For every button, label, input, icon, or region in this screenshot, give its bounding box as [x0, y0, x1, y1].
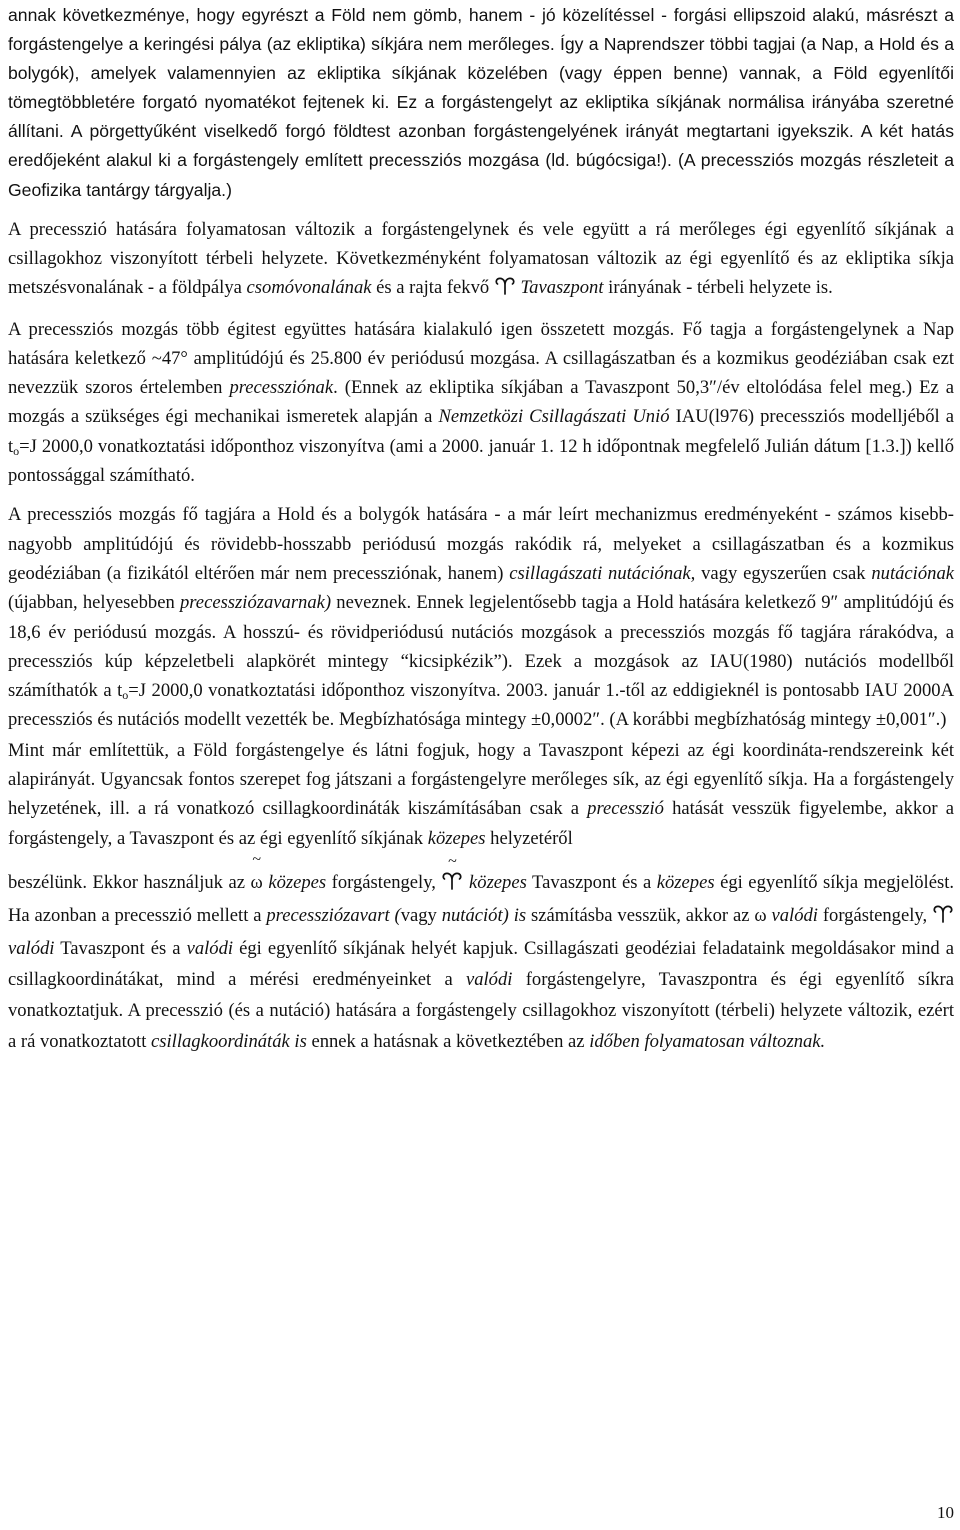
term-true: valódi — [8, 937, 55, 959]
text-run: annak következménye, hogy egyrészt a Föld nem gömb, hanem - jó közelítéssel - forgási ellipszoid alakú, másrészt a forgástengelye a keringési pálya (az ekliptika) síkjára nem merőleges. Így a Naprendszer többi tagjai (a Nap, a Hold és a bolygók), amelyek valamennyien az ekliptika síkjának közelében (vagy éppen benne) vannak, a Föld egyenlítői tömegtöbbletére forgató nyomatékot fejtenek ki. Ez a forgástengelyt az ekliptika síkjának normálisa irányába szeretné állítani. A pörgettyűként viselkedő forgó földtest azonban forgástengelyének irányát megtartani igyekszik. A két hatás eredőjeként alakul ki a forgástengely említett precessziós mozgása (ld. búgócsiga!). (A precessziós mozgás részleteit a Geofizika tantárgy tárgyalja.) — [8, 5, 954, 200]
paragraph-nutation — [8, 500, 954, 734]
paragraph-precession-motion — [8, 315, 954, 491]
term-iau: Nemzetközi Csillagászati Unió — [438, 406, 670, 428]
text-run: beszélünk. Ekkor használjuk az — [8, 871, 251, 893]
term-vernal-equinox: Tavaszpont — [520, 277, 604, 299]
subscript: o — [13, 443, 20, 458]
term-star-coordinates: csillagkoordináták is — [151, 1030, 307, 1052]
paragraph-reference-directions — [8, 736, 954, 853]
text-run: Tavaszpont és a — [54, 937, 187, 959]
text-run: számításba vesszük, akkor az — [526, 904, 755, 926]
term-nutation: nutációt) is — [441, 904, 527, 926]
paragraph-precession-effect — [8, 215, 954, 305]
aries-vernal-equinox-icon — [441, 865, 463, 900]
term-true: valódi — [465, 968, 513, 990]
text-run: Tavaszpont és a — [526, 871, 657, 893]
paragraph-mean-true — [8, 863, 954, 1057]
term-change-over-time: időben folyamatosan változnak. — [589, 1030, 826, 1052]
text-run: helyzetéről — [485, 827, 573, 849]
term-node-line: csomóvonalának — [246, 277, 372, 299]
text-run: =J 2000,0 vonatkoztatási időponthoz viszonyítva (ami a 2000. január 1. 12 h időpontnak megfelelő Julián dátum [1.3.]) kellő pontossággal számítható. — [8, 435, 954, 487]
term-true: valódi — [186, 937, 234, 959]
text-run: . (Ennek az ekliptika síkjában a Tavaszpont 50,3″/év eltolódása felel meg.) Ez a mozgás a szükséges égi mechanikai ismeretek alapján a — [8, 377, 954, 428]
text-run: (újabban, helyesebben — [8, 592, 180, 614]
term-mean: közepes — [427, 827, 486, 849]
term-true: valódi — [771, 904, 818, 926]
subscript: o — [122, 688, 129, 703]
text-run: A precessziós mozgás fő tagjára a Hold és a bolygók hatására - a már leírt mechanizmus eredményeként - számos kisebb-nagyobb amplitúdójú és rövidebb-hosszabb periódusú mozgás rakódik rá, melyeket a csillagászatban és a kozmikus geodéziában (a fizikától eltérően már nem precessziónak, hanem) — [8, 504, 954, 584]
text-run: égi egyenlítő síkjának helyét kapjuk. Csillagászati geodéziai feladataink megoldásakor mind a csillagkoordinátákat, mind a mérési eredményeinket a — [8, 937, 954, 990]
aries-vernal-equinox-icon — [932, 902, 954, 933]
term-mean: közepes — [268, 871, 327, 893]
term-astronomical-nutation: csillagászati nutációnak, — [509, 562, 696, 584]
text-run: A precessziós mozgás több égitest együttes hatására kialakuló igen összetett mozgás. Fő tagja a forgástengelynek a Nap hatására keletkező ~47° amplitúdójú és 25.800 év periódusú mozgása. A csillagászatban és a kozmikus geodéziában csak ezt nevezzük szoros értelemben — [8, 318, 954, 399]
term-precession: precesszió — [587, 798, 664, 820]
term-precession-disturbance: precessziózavart ( — [266, 904, 401, 926]
text-run: égi egyenlítő síkja megjelölést. Ha azonban a precesszió mellett a — [8, 871, 955, 926]
text-run: Mint már említettük, a Föld forgástengelye és látni fogjuk, hogy a Tavaszpont képezi az égi koordináta-rendszereink két alapirányát. Ugyancsak fontos szerepet fog játszani a forgástengelyre merőleges sík, az égi egyenlítő síkja. Ha a forgástengely helyzetének, ill. a rá vonatkozó csillagkoordináták kiszámításában csak a — [8, 739, 954, 820]
text-run: IAU(l976) precessziós modelljéből a t — [8, 406, 954, 457]
omega-mean-symbol: ~ ω — [251, 863, 263, 898]
text-run: és a rajta fekvő — [371, 277, 494, 299]
text-run: vagy egyszerűen csak — [695, 562, 872, 584]
term-precession: precessziónak — [229, 377, 334, 399]
text-run: forgástengely, — [326, 871, 442, 893]
text-run: =J 2000,0 vonatkoztatási időponthoz viszonyítva. 2003. január 1.-től az eddigieknél is pontosabb IAU 2000A precessziós és nutációs modellt vezették be. Megbízhatósága mintegy ±0,0002″. (A korábbi megbízhatóság mintegy ±0,001″.) — [8, 680, 955, 731]
text-run: vagy — [400, 904, 442, 926]
term-mean: közepes — [469, 871, 527, 893]
term-mean: közepes — [656, 871, 715, 893]
text-run: hatását vesszük figyelembe, akkor a forgástengely, a Tavaszpont és az égi egyenlítő síkjának — [8, 798, 954, 849]
text-run: irányának - térbeli helyzete is. — [603, 277, 833, 299]
text-run: forgástengely, — [817, 904, 932, 926]
text-run: forgástengelyre, Tavaszpontra és égi egyenlítő síkra vonatkoztatjuk. A precesszió (és a nutáció) hatására a forgástengely csillagokhoz viszonyított (térbeli) helyzete változik, ezért a rá vonatkoztatott — [8, 968, 954, 1052]
text-run: neveznek. Ennek legjelentősebb tagja a Hold hatására keletkező 9″ amplitúdójú és 18,6 év periódusú mozgás. A hosszú- és rövidperiódusú nutációs mozgások a precessziós mozgás fő tagjára rárakódva, a precessziós kúp képzeletbeli alapkörét mintegy “kicsipkézik”). Ezek a mozgások az IAU(1980) nutációs modellből számíthatók a t — [8, 592, 954, 702]
text-run: ennek a hatásnak a következtében az — [306, 1030, 590, 1052]
omega-true-symbol: ω — [754, 904, 767, 926]
term-nutation: nutációnak — [871, 562, 954, 584]
text-run: A precesszió hatására folyamatosan változik a forgástengelynek és vele együtt a rá merőleges égi egyenlítő síkjának a csillagokhoz viszonyított térbeli helyzete. Következményként folyamatosan változik az égi egyenlítő és az ekliptika síkja metszésvonalának - a földpálya — [8, 218, 954, 299]
paragraph-earth-shape — [8, 1, 954, 205]
aries-vernal-equinox-icon — [494, 275, 516, 304]
term-precession-disturbance: precessziózavarnak) — [179, 592, 332, 614]
page-number: 10 — [937, 1503, 954, 1522]
